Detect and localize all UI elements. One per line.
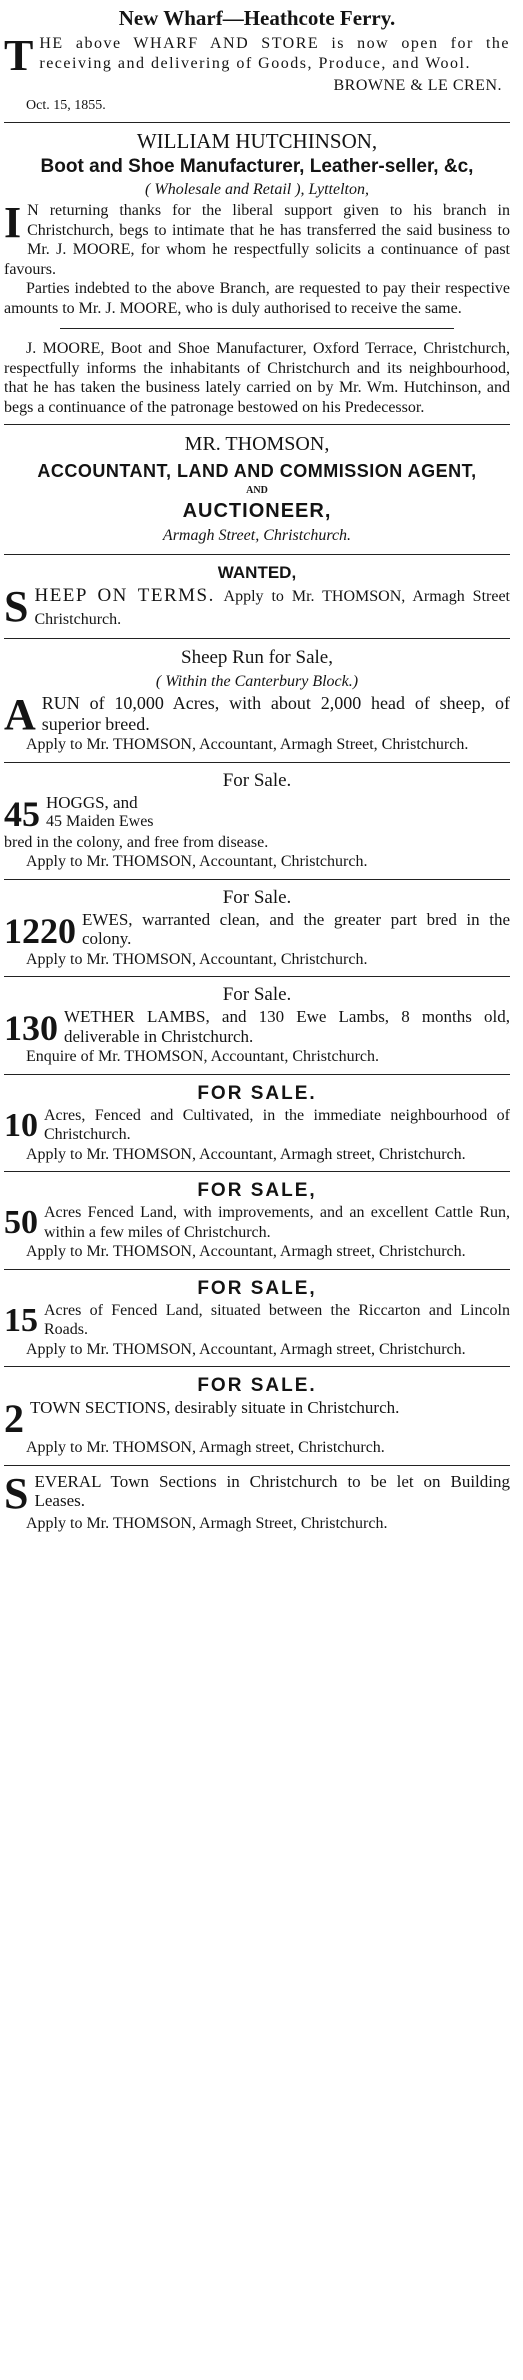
ad-line: HOGGS, and xyxy=(46,792,138,812)
divider xyxy=(4,554,510,555)
divider xyxy=(4,879,510,880)
ad-lead: HEEP ON TERMS. xyxy=(34,585,215,606)
ad-50-acres xyxy=(4,1178,510,1262)
ad-body: Acres Fenced Land, with improvements, and an excellent Cattle Run, within a few miles of Christchurch. xyxy=(44,1204,510,1241)
divider xyxy=(4,1074,510,1075)
ad-name: WILLIAM HUTCHINSON, xyxy=(136,129,378,153)
ad-heading: FOR SALE. xyxy=(197,1375,317,1396)
ad-apply: Apply to Mr. THOMSON, Accountant, Armagh street, Christchurch. xyxy=(26,1145,466,1163)
ad-body: EWES, warranted clean, and the greater part bred in the colony. xyxy=(82,909,510,948)
newspaper-column xyxy=(4,6,510,1533)
ad-heading: Sheep Run for Sale, xyxy=(181,647,333,668)
divider xyxy=(4,1366,510,1367)
divider xyxy=(4,1269,510,1270)
divider xyxy=(4,976,510,977)
ad-heading: FOR SALE, xyxy=(197,1180,317,1201)
ad-body: EVERAL Town Sections in Christchurch to be let on Building Leases. xyxy=(34,1471,510,1510)
ad-body-2: Parties indebted to the above Branch, are requested to pay their respective amounts to Mr. J. MOORE, who is duly authorised to receive the same. xyxy=(4,280,510,317)
drop-number: 15 xyxy=(4,1301,38,1339)
ad-subtitle: ( Wholesale and Retail ), Lyttelton, xyxy=(145,181,369,198)
drop-number: 45 xyxy=(4,793,40,834)
ad-thomson-card xyxy=(4,431,510,547)
ad-heading: For Sale. xyxy=(222,886,292,908)
ad-text xyxy=(4,582,511,631)
ad-hoggs xyxy=(4,769,510,872)
drop-initial: S xyxy=(4,582,29,631)
drop-number: 2 xyxy=(4,1396,24,1441)
ad-several-town-sections xyxy=(4,1468,510,1534)
ad-apply: Apply to Mr. THOMSON, Accountant, Armagh Street, Christchurch. xyxy=(26,736,469,753)
drop-number: 50 xyxy=(4,1204,38,1241)
ad-line: 45 Maiden Ewes xyxy=(46,813,154,830)
ad-apply: Apply to Mr. THOMSON, Accountant, Christchurch. xyxy=(26,853,368,870)
divider xyxy=(4,1465,510,1466)
ad-line: AND xyxy=(246,485,268,496)
ad-heading: For Sale. xyxy=(222,769,292,791)
drop-initial: S xyxy=(4,1468,29,1518)
ad-heading: FOR SALE. xyxy=(197,1082,317,1104)
divider xyxy=(60,328,455,329)
ad-wether-lambs xyxy=(4,983,510,1067)
ad-line: MR. THOMSON, xyxy=(184,433,330,455)
divider xyxy=(4,122,510,123)
ad-apply: Apply to Mr. THOMSON, Armagh street, Christchurch. xyxy=(26,1439,385,1456)
drop-initial: I xyxy=(4,198,22,247)
ad-apply: Apply to Mr. THOMSON, Accountant, Armagh street, Christchurch. xyxy=(26,1243,466,1260)
ad-heading: WANTED, xyxy=(217,563,297,582)
drop-initial: A xyxy=(4,690,36,739)
divider xyxy=(4,1171,510,1172)
ad-apply: Enquire of Mr. THOMSON, Accountant, Christchurch. xyxy=(26,1048,379,1065)
ad-trade: Boot and Shoe Manufacturer, Leather-seller, &c, xyxy=(40,156,474,177)
ad-apply: Apply to Mr. THOMSON, Accountant, Armagh street, Christchurch. xyxy=(26,1340,466,1358)
divider xyxy=(4,424,510,425)
ad-body: WETHER LAMBS, and 130 Ewe Lambs, 8 months old, deliverable in Christchurch. xyxy=(64,1007,510,1046)
ad-body: bred in the colony, and free from disease. xyxy=(4,833,269,851)
ad-body: HE above WHARF AND STORE is now open for the receiving and delivering of Goods, Produce, and Wool. xyxy=(39,35,510,72)
ad-town-sections xyxy=(4,1373,510,1458)
ad-body: N returning thanks for the liberal support given to his branch in Christchurch, begs to intimate that he has transferred the said business to Mr. J. MOORE, for whom he respectfully solicits a continuance of past favours. xyxy=(4,202,510,278)
ad-hutchinson xyxy=(4,129,510,318)
ad-15-acres xyxy=(4,1276,510,1360)
divider xyxy=(4,762,510,763)
ad-subheading: ( Within the Canterbury Block.) xyxy=(155,673,359,690)
ad-line: AUCTIONEER, xyxy=(182,500,332,522)
ad-heading: FOR SALE, xyxy=(197,1277,317,1299)
ad-ewes xyxy=(4,886,510,970)
ad-body: RUN of 10,000 Acres, with about 2,000 head of sheep, of superior breed. xyxy=(41,693,510,734)
drop-number: 130 xyxy=(4,1008,58,1048)
ad-10-acres xyxy=(4,1081,510,1165)
ad-sheep-run xyxy=(4,645,510,755)
drop-number: 10 xyxy=(4,1106,38,1144)
ad-apply: Apply to Mr. THOMSON, Accountant, Christchurch. xyxy=(26,950,368,968)
ad-heathcote-ferry xyxy=(4,6,510,115)
ad-body: J. MOORE, Boot and Shoe Manufacturer, Oxford Terrace, Christchurch, respectfully informs the inhabitants of Christchurch and its neighbourhood, that he has taken the business lately carried on by Mr. Wm. Hutchinson, and begs a continuance of the patronage bestowed on his Predecessor. xyxy=(4,340,510,416)
ad-address: Armagh Street, Christchurch. xyxy=(162,527,352,544)
drop-initial: T xyxy=(4,31,34,80)
ad-apply: Apply to Mr. THOMSON, Armagh Street, Christchurch. xyxy=(26,1514,388,1532)
ad-signature: BROWNE & LE CREN. xyxy=(333,77,502,94)
ad-line: ACCOUNTANT, LAND AND COMMISSION AGENT, xyxy=(37,461,477,481)
drop-number: 1220 xyxy=(4,910,76,951)
ad-body: Acres, Fenced and Cultivated, in the immediate neighbourhood of Christchurch. xyxy=(44,1106,510,1143)
ad-title: New Wharf—Heathcote Ferry. xyxy=(118,6,396,30)
ad-body: TOWN SECTIONS, desirably situate in Christchurch. xyxy=(30,1398,400,1417)
divider xyxy=(4,638,510,639)
ad-date: Oct. 15, 1855. xyxy=(26,97,106,113)
ad-wanted xyxy=(4,561,510,631)
ad-body: Acres of Fenced Land, situated between the Riccarton and Lincoln Roads. xyxy=(44,1301,510,1338)
ad-moore xyxy=(4,339,510,417)
ad-heading: For Sale. xyxy=(222,984,292,1005)
ad-body: Apply to Mr. THOMSON, Armagh Street Christchurch. xyxy=(34,588,511,628)
